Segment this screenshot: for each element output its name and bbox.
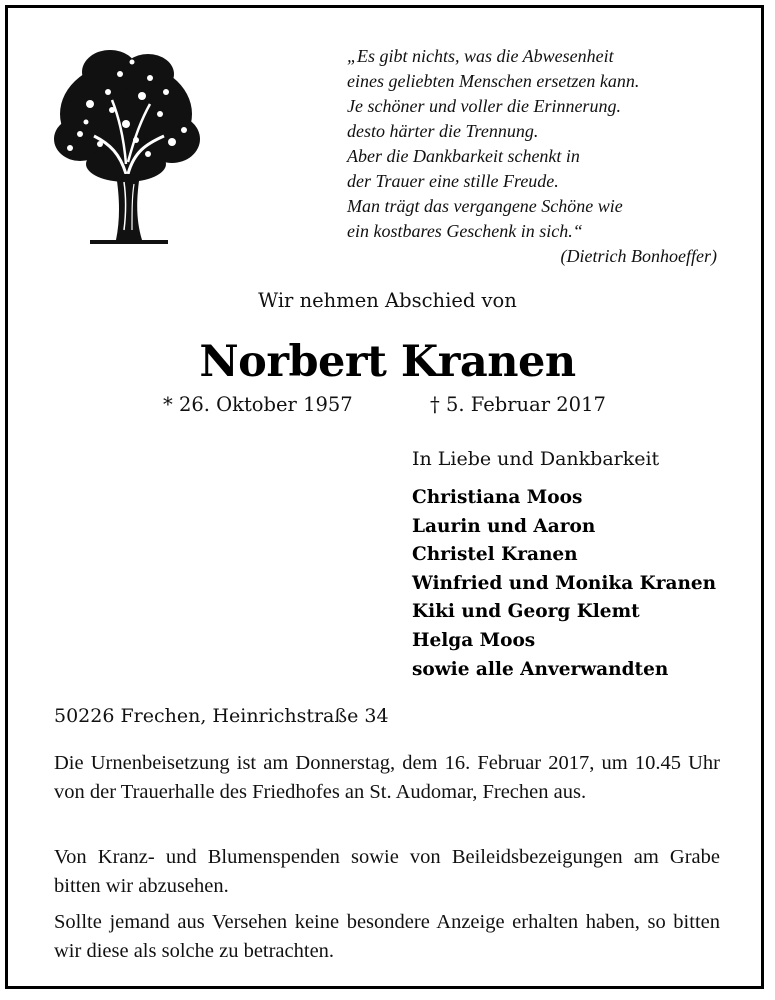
mourner-name: Winfried und Monika Kranen: [412, 572, 717, 594]
flowers-note-paragraph: Von Kranz- und Blumenspenden sowie von Beileidsbezeigungen am Grabe bitten wir abzusehen.: [54, 846, 720, 897]
quote-line: Je schöner und voller die Erinnerung.: [347, 96, 621, 116]
notice-note-paragraph: Sollte jemand aus Versehen keine besondere Anzeige erhalten haben, so bitten wir diese als solche zu betrachten.: [54, 911, 720, 962]
deceased-name: Norbert Kranen: [199, 337, 576, 387]
birth-date: * 26. Oktober 1957: [163, 393, 353, 416]
mourner-name: Laurin und Aaron: [412, 515, 596, 537]
thanks-heading: In Liebe und Dankbarkeit: [412, 448, 660, 470]
bonhoeffer-quote: [347, 44, 717, 269]
mourner-name: Helga Moos: [412, 629, 536, 651]
mourner-name: Christiana Moos: [412, 487, 583, 508]
quote-line: eines geliebten Menschen ersetzen kann.: [347, 71, 640, 91]
quote-line: desto härter die Trennung.: [347, 121, 539, 141]
burial-info-paragraph: Die Urnenbeisetzung ist am Donnerstag, dem 16. Februar 2017, um 10.45 Uhr von der Trauerhalle des Friedhofes an St. Audomar, Frechen aus.: [54, 752, 720, 803]
mourner-name: sowie alle Anverwandten: [412, 658, 669, 680]
mourner-name: Kiki und Georg Klemt: [412, 601, 640, 623]
quote-line: Aber die Dankbarkeit schenkt in: [347, 146, 580, 166]
quote-line: der Trauer eine stille Freude.: [347, 171, 559, 191]
quote-line: ein kostbares Geschenk in sich.“: [347, 221, 583, 241]
family-address: 50226 Frechen, Heinrichstraße 34: [54, 705, 389, 727]
death-date: † 5. Februar 2017: [430, 393, 606, 416]
mourner-name: Christel Kranen: [412, 544, 578, 566]
quote-line: „Es gibt nichts, was die Abwesenheit: [347, 46, 614, 66]
quote-line: Man trägt das vergangene Schöne wie: [347, 196, 623, 216]
farewell-intro: Wir nehmen Abschied von: [258, 289, 517, 312]
tree-icon: [50, 44, 202, 244]
mourners-list: [412, 484, 716, 684]
quote-author: (Dietrich Bonhoeffer): [560, 246, 717, 266]
